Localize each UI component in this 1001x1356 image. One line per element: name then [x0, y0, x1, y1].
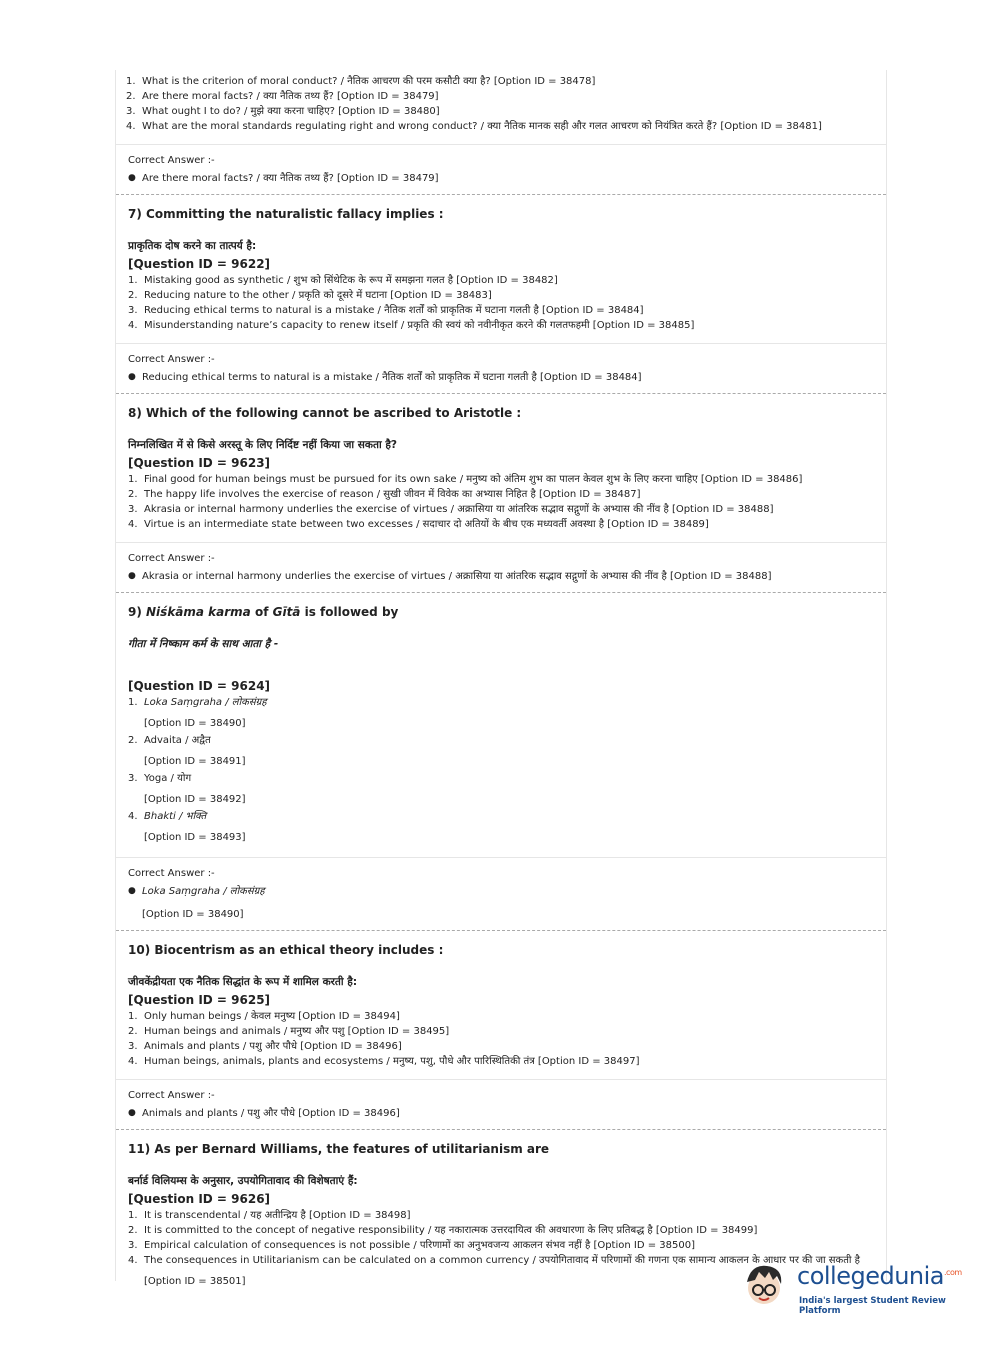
- brand-name: [797, 1262, 962, 1290]
- option-text: Reducing ethical terms to natural is a mistake / नैतिक शर्तों को प्राकृतिक में घटाना गलती है [Option ID = 38484]: [144, 305, 644, 316]
- option-number: 4.: [126, 121, 136, 132]
- option-text: Bhakti / भक्ति: [144, 811, 207, 822]
- question-title: 7) Committing the naturalistic fallacy implies :: [128, 207, 444, 221]
- option-item: [128, 517, 874, 532]
- question-id: [Question ID = 9623]: [128, 456, 271, 470]
- bullet-icon: ●: [128, 372, 136, 382]
- option-text: Human beings and animals / मनुष्य और पशु [Option ID = 38495]: [144, 1026, 450, 1037]
- option-item: [128, 502, 874, 517]
- correct-answer-text: Are there moral facts? / क्या नैतिक तथ्य हैं? [Option ID = 38479]: [142, 173, 439, 184]
- option-number: 4.: [128, 1255, 138, 1266]
- option-number: 3.: [128, 1041, 138, 1052]
- correct-answer-block: [116, 542, 886, 592]
- brand-text: collegedunia: [797, 1262, 945, 1290]
- correct-answer-text: Loka Saṃgraha / लोकसंग्रह: [142, 886, 265, 897]
- option-item: [128, 1208, 874, 1223]
- option-number: 3.: [126, 106, 136, 117]
- correct-answer-option-id: [Option ID = 38490]: [142, 909, 244, 920]
- question-id: [Question ID = 9625]: [128, 993, 271, 1007]
- brand-tagline: India's largest Student Review Platform: [799, 1296, 946, 1316]
- correct-answer-label: Correct Answer :-: [128, 1090, 215, 1101]
- question-title: 8) Which of the following cannot be ascribed to Aristotle :: [128, 406, 522, 420]
- option-id: [Option ID = 38501]: [144, 1276, 246, 1287]
- option-item: [128, 1223, 874, 1238]
- option-item: [126, 89, 886, 104]
- bullet-icon: ●: [128, 173, 136, 183]
- option-number: 3.: [128, 1240, 138, 1251]
- question-hindi: निम्नलिखित में से किसे अरस्तू के लिए निर्दिष्ट नहीं किया जा सकता है?: [128, 439, 397, 451]
- option-number: 1.: [128, 697, 138, 708]
- option-text: The happy life involves the exercise of reason / सुखी जीवन में विवेक का अभ्यास निहित है [Option ID = 38487]: [144, 489, 641, 500]
- title-text: of: [250, 605, 273, 619]
- correct-answer-block: [116, 1079, 886, 1129]
- option-number: 3.: [128, 305, 138, 316]
- option-text: Mistaking good as synthetic / शुभ को सिंथेटिक के रूप में समझना गलत है [Option ID = 38482]: [144, 275, 558, 286]
- option-item: [128, 695, 874, 733]
- question-title: 11) As per Bernard Williams, the features of utilitarianism are: [128, 1142, 550, 1156]
- option-text: Misunderstanding nature’s capacity to renew itself / प्रकृति की स्वयं को नवीनीकृत करने की गलतफहमी [Option ID = 38485]: [144, 320, 695, 331]
- option-item: [128, 1039, 874, 1054]
- collegedunia-logo[interactable]: [739, 1258, 969, 1318]
- correct-answer-block: [116, 144, 886, 194]
- question-hindi: बर्नार्ड विलियम्स के अनुसार, उपयोगितावाद की विशेषताएं हैं:: [128, 1175, 358, 1187]
- option-number: 1.: [128, 1210, 138, 1221]
- option-item: [128, 809, 874, 847]
- option-text: Yoga / योग: [144, 773, 192, 784]
- option-text: What ought I to do? / मुझे क्या करना चाहिए? [Option ID = 38480]: [142, 106, 440, 117]
- option-item: [128, 771, 874, 809]
- option-number: 1.: [128, 1011, 138, 1022]
- option-list: [128, 273, 874, 333]
- correct-answer-label: Correct Answer :-: [128, 553, 215, 564]
- question-9: [116, 593, 886, 847]
- option-id: [Option ID = 38491]: [144, 756, 246, 767]
- question-hindi: प्राकृतिक दोष करने का तात्पर्य है:: [128, 240, 257, 252]
- correct-answer-block: [116, 857, 886, 930]
- question-hindi: जीवकेंद्रीयता एक नैतिक सिद्धांत के रूप में शामिल करती है:: [128, 976, 358, 988]
- option-number: 3.: [128, 504, 138, 515]
- option-item: [126, 119, 886, 134]
- question-7: [116, 195, 886, 333]
- term-gita: Gītā: [272, 605, 301, 619]
- option-text: Are there moral facts? / क्या नैतिक तथ्य हैं? [Option ID = 38479]: [142, 91, 439, 102]
- option-number: 2.: [128, 1225, 138, 1236]
- option-list: [128, 1009, 874, 1069]
- option-text: It is committed to the concept of negative responsibility / यह नकारात्मक उत्तरदायित्व की अवधारणा के लिए प्रतिबद्ध है [Option ID = 38499]: [144, 1225, 758, 1236]
- option-text: What are the moral standards regulating right and wrong conduct? / क्या नैतिक मानक सही और गलत आचरण को नियंत्रित करते हैं? [Option ID = 38481]: [142, 121, 822, 132]
- question-8: [116, 394, 886, 532]
- question-title: 10) Biocentrism as an ethical theory includes :: [128, 943, 444, 957]
- mascot-icon: [739, 1260, 789, 1310]
- option-item: [126, 74, 886, 89]
- option-text: Loka Saṃgraha / लोकसंग्रह: [144, 697, 267, 708]
- option-number: 4.: [128, 811, 138, 822]
- option-text: Advaita / अद्वैत: [144, 735, 211, 746]
- option-text: Empirical calculation of consequences is not possible / परिणामों का अनुभवजन्य आकलन संभव नहीं है [Option ID = 38500]: [144, 1240, 695, 1251]
- title-text: is followed by: [300, 605, 399, 619]
- option-number: 3.: [128, 773, 138, 784]
- option-item: [128, 733, 874, 771]
- correct-answer-text: Animals and plants / पशु और पौधे [Option ID = 38496]: [142, 1108, 400, 1119]
- option-number: 4.: [128, 519, 138, 530]
- option-number: 2.: [128, 290, 138, 301]
- option-number: 4.: [128, 1056, 138, 1067]
- option-text: The consequences in Utilitarianism can be calculated on a common currency / उपयोगितावाद में परिणामों की गणना एक सामान्य आकलन के आधार पर की जा सकती है: [144, 1255, 860, 1266]
- question-10: [116, 931, 886, 1069]
- option-text: Only human beings / केवल मनुष्य [Option ID = 38494]: [144, 1011, 400, 1022]
- option-text: It is transcendental / यह अतीन्द्रिय है [Option ID = 38498]: [144, 1210, 411, 1221]
- question-id: [Question ID = 9622]: [128, 257, 271, 271]
- option-id: [Option ID = 38493]: [144, 832, 246, 843]
- option-number: 1.: [126, 76, 136, 87]
- option-item: [126, 104, 886, 119]
- brand-domain: .com: [944, 1268, 962, 1277]
- option-item: [128, 303, 874, 318]
- option-number: 1.: [128, 474, 138, 485]
- option-number: 2.: [126, 91, 136, 102]
- option-text: Virtue is an intermediate state between two excesses / सदाचार दो अतियों के बीच एक मध्यवर्ती अवस्था है [Option ID = 38489]: [144, 519, 709, 530]
- option-number: 2.: [128, 1026, 138, 1037]
- question-id: [Question ID = 9624]: [128, 679, 271, 693]
- bullet-icon: ●: [128, 886, 136, 896]
- option-text: Reducing nature to the other / प्रकृति को दूसरे में घटाना [Option ID = 38483]: [144, 290, 492, 301]
- option-number: 2.: [128, 735, 138, 746]
- bullet-icon: ●: [128, 571, 136, 581]
- option-text: What is the criterion of moral conduct? / नैतिक आचरण की परम कसौटी क्या है? [Option ID = 38478]: [142, 76, 596, 87]
- option-item: [128, 1009, 874, 1024]
- option-item: [128, 318, 874, 333]
- option-text: Human beings, animals, plants and ecosystems / मनुष्य, पशु, पौधे और पारिस्थितिकी तंत्र [Option ID = 38497]: [144, 1056, 640, 1067]
- option-item: [128, 273, 874, 288]
- correct-answer-text: Akrasia or internal harmony underlies the exercise of virtues / अक्रासिया या आंतरिक सद्भाव सद्गुणों के अभ्यास की नींव है [Option ID = 38488]: [142, 571, 772, 582]
- question-6-tail: [116, 70, 886, 134]
- question-title: [128, 605, 874, 619]
- option-item: [128, 1024, 874, 1039]
- option-number: 4.: [128, 320, 138, 331]
- option-item: [128, 1054, 874, 1069]
- option-item: [128, 487, 874, 502]
- option-list: [128, 695, 874, 847]
- option-text: Final good for human beings must be pursued for its own sake / मनुष्य को अंतिम शुभ का पालन केवल शुभ के लिए करना चाहिए [Option ID = 38486]: [144, 474, 803, 485]
- option-id: [Option ID = 38490]: [144, 718, 246, 729]
- question-number: 9): [128, 605, 147, 619]
- option-item: [128, 1238, 874, 1253]
- question-id: [Question ID = 9626]: [128, 1192, 271, 1206]
- correct-answer-label: Correct Answer :-: [128, 155, 215, 166]
- option-item: [128, 288, 874, 303]
- option-number: 1.: [128, 275, 138, 286]
- option-number: 2.: [128, 489, 138, 500]
- correct-answer-label: Correct Answer :-: [128, 868, 215, 879]
- bullet-icon: ●: [128, 1108, 136, 1118]
- option-text: Akrasia or internal harmony underlies the exercise of virtues / अक्रासिया या आंतरिक सद्भाव सद्गुणों के अभ्यास की नींव है [Option ID = 38488]: [144, 504, 774, 515]
- option-list: [128, 472, 874, 532]
- term-niskama-karma: Niśkāma karma: [146, 605, 251, 619]
- option-id: [Option ID = 38492]: [144, 794, 246, 805]
- question-hindi: गीता में निष्काम कर्म के साथ आता है -: [128, 638, 279, 650]
- option-item: [128, 472, 874, 487]
- option-text: Animals and plants / पशु और पौधे [Option ID = 38496]: [144, 1041, 402, 1052]
- correct-answer-block: [116, 343, 886, 393]
- option-list: [116, 74, 886, 134]
- correct-answer-text: Reducing ethical terms to natural is a mistake / नैतिक शर्तों को प्राकृतिक में घटाना गलती है [Option ID = 38484]: [142, 372, 642, 383]
- correct-answer-label: Correct Answer :-: [128, 354, 215, 365]
